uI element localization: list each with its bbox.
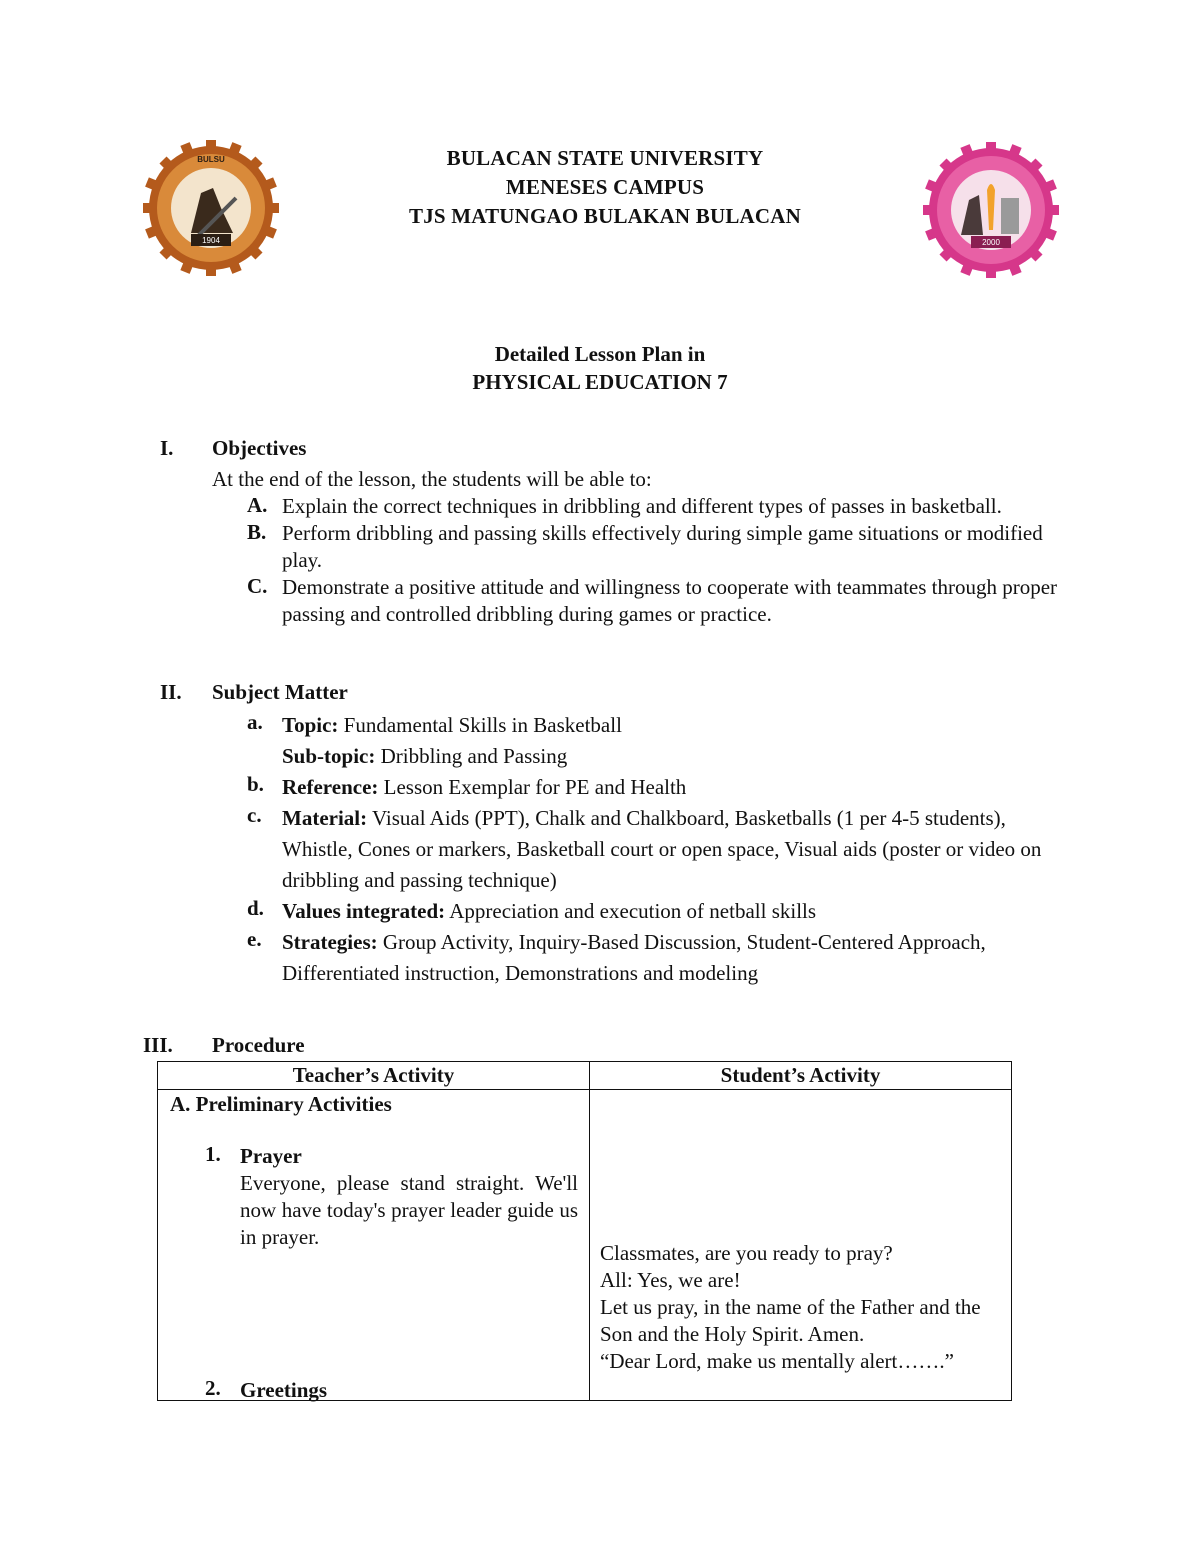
column-divider bbox=[589, 1062, 590, 1400]
svg-text:2000: 2000 bbox=[982, 238, 1000, 247]
student-line: Let us pray, in the name of the Father and the Son and the Holy Spirit. Amen. bbox=[600, 1295, 981, 1346]
item-text: Perform dribbling and passing skills effectively during simple game situations or modified play. bbox=[282, 521, 1043, 572]
student-line: All: Yes, we are! bbox=[600, 1268, 741, 1292]
item-label: Reference: bbox=[282, 775, 379, 799]
subject-item bbox=[0, 896, 1200, 927]
section-heading: Objectives bbox=[212, 436, 307, 460]
item-label: Sub-topic: bbox=[282, 744, 376, 768]
svg-text:BULSU: BULSU bbox=[197, 155, 225, 164]
student-line: “Dear Lord, make us mentally alert…….” bbox=[600, 1349, 954, 1373]
item-marker: B. bbox=[247, 520, 267, 544]
title-line-2: PHYSICAL EDUCATION 7 bbox=[472, 370, 728, 394]
objective-item bbox=[0, 574, 1200, 628]
item-label: Topic: bbox=[282, 713, 339, 737]
student-line: Classmates, are you ready to pray? bbox=[600, 1241, 893, 1265]
college-seal-icon bbox=[921, 140, 1061, 280]
item-marker: c. bbox=[247, 803, 262, 827]
objective-item bbox=[0, 520, 1200, 574]
item-text: Group Activity, Inquiry-Based Discussion, Student-Centered Approach, Differentiated instruction, Demonstrations and modeling bbox=[282, 930, 986, 985]
item-marker: b. bbox=[247, 772, 264, 796]
item-text: Fundamental Skills in Basketball bbox=[338, 713, 622, 737]
university-name: BULACAN STATE UNIVERSITY bbox=[446, 146, 764, 170]
item-text: Lesson Exemplar for PE and Health bbox=[378, 775, 687, 799]
item-marker: A. bbox=[247, 493, 268, 517]
section-numeral: II. bbox=[160, 680, 182, 704]
item-marker: d. bbox=[247, 896, 264, 920]
section-heading: Subject Matter bbox=[212, 680, 348, 704]
item-marker: C. bbox=[247, 574, 268, 598]
subject-item bbox=[0, 927, 1200, 989]
procedure-section bbox=[0, 1033, 1200, 1063]
item-marker: e. bbox=[247, 927, 262, 951]
item-text: Visual Aids (PPT), Chalk and Chalkboard, Basketballs (1 per 4-5 students), Whistle, Cones or markers, Basketball court or open space, Visual aids (poster or video on dribbling and passing technique) bbox=[282, 806, 1042, 892]
lesson-plan-title bbox=[300, 340, 900, 396]
item-text: Appreciation and execution of netball skills bbox=[445, 899, 817, 923]
university-header bbox=[300, 144, 910, 231]
preliminary-activities-heading: A. Preliminary Activities bbox=[170, 1092, 392, 1116]
item-marker: a. bbox=[247, 710, 263, 734]
item-label: Strategies: bbox=[282, 930, 378, 954]
item-label: Values integrated: bbox=[282, 899, 446, 923]
step-title: Greetings bbox=[240, 1378, 328, 1402]
subject-item bbox=[0, 772, 1200, 803]
procedure-step bbox=[170, 1376, 578, 1404]
title-line-1: Detailed Lesson Plan in bbox=[494, 342, 706, 366]
objective-item bbox=[0, 493, 1200, 520]
svg-text:1904: 1904 bbox=[202, 236, 220, 245]
item-text: Dribbling and Passing bbox=[375, 744, 568, 768]
procedure-table bbox=[157, 1061, 1012, 1401]
procedure-step bbox=[170, 1142, 578, 1251]
teacher-activity-header: Teacher’s Activity bbox=[292, 1063, 455, 1087]
step-number: 2. bbox=[205, 1376, 221, 1400]
teacher-activity-cell bbox=[170, 1090, 578, 1404]
item-text: Demonstrate a positive attitude and willingness to cooperate with teammates through proper passing and controlled dribbling during games or practice. bbox=[282, 575, 1058, 626]
objectives-intro: At the end of the lesson, the students will be able to: bbox=[212, 467, 652, 491]
step-text: Everyone, please stand straight. We'll now have today's prayer leader guide us in prayer. bbox=[240, 1171, 578, 1249]
campus-name: MENESES CAMPUS bbox=[505, 175, 705, 199]
objectives-section bbox=[0, 436, 1200, 628]
student-activity-header: Student’s Activity bbox=[720, 1063, 881, 1087]
step-number: 1. bbox=[205, 1142, 221, 1166]
item-label: Material: bbox=[282, 806, 368, 830]
student-activity-cell bbox=[600, 1240, 1000, 1375]
campus-address: TJS MATUNGAO BULAKAN BULACAN bbox=[409, 204, 801, 228]
subject-matter-section bbox=[0, 680, 1200, 989]
subject-item bbox=[0, 710, 1200, 741]
section-numeral: III. bbox=[143, 1033, 173, 1057]
step-title: Prayer bbox=[240, 1144, 302, 1168]
subject-item bbox=[0, 803, 1200, 896]
section-numeral: I. bbox=[160, 436, 174, 460]
item-text: Explain the correct techniques in dribbling and different types of passes in basketball. bbox=[282, 494, 1002, 518]
bulsu-seal-icon bbox=[141, 138, 281, 278]
subject-item bbox=[0, 741, 1200, 772]
section-heading: Procedure bbox=[212, 1033, 305, 1057]
